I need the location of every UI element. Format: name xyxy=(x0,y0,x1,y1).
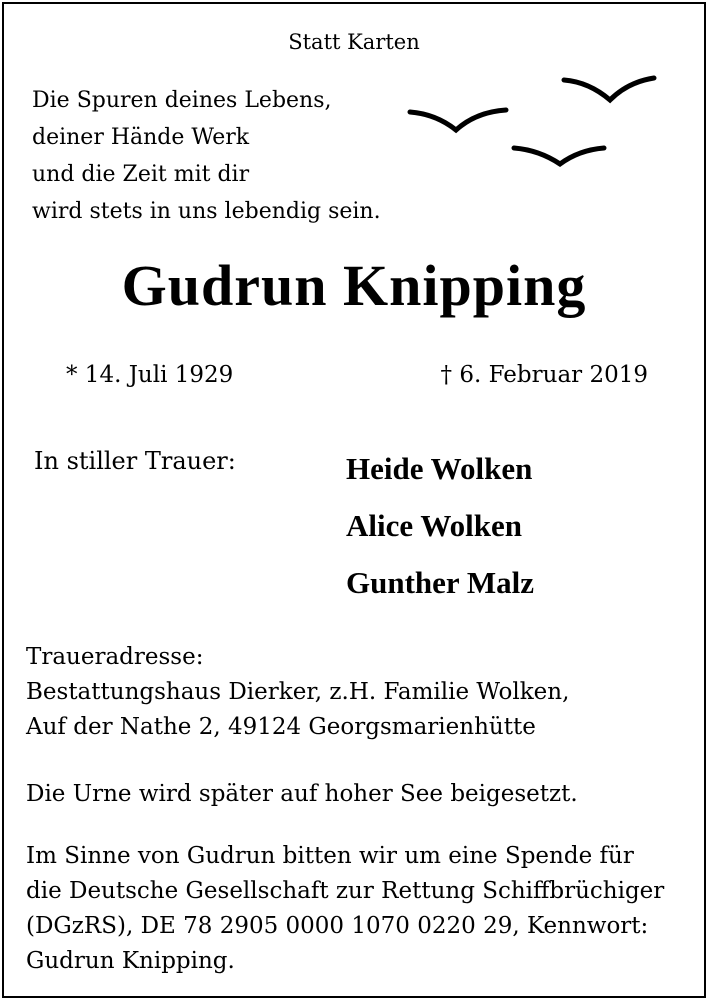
donation-line: die Deutsche Gesellschaft zur Rettung Schiffbrüchiger xyxy=(26,878,665,904)
seagull-icon xyxy=(564,78,654,100)
address-line: Auf der Nathe 2, 49124 Georgsmarienhütte xyxy=(26,714,536,740)
poem-line: deiner Hände Werk xyxy=(32,125,250,150)
mourner-name: Heide Wolken xyxy=(346,451,533,486)
mourners-list xyxy=(346,440,534,611)
header-statt-karten: Statt Karten xyxy=(288,30,420,54)
seagulls-icon xyxy=(404,64,664,184)
seagull-icon xyxy=(410,110,506,130)
urn-note: Die Urne wird später auf hoher See beigesetzt. xyxy=(26,781,578,807)
poem xyxy=(32,82,381,230)
obituary-card xyxy=(2,2,706,998)
donation-line: (DGzRS), DE 78 2905 0000 1070 0220 29, Kennwort: xyxy=(26,913,649,939)
donation-line: Gudrun Knipping. xyxy=(26,948,235,974)
donation-request xyxy=(26,839,664,979)
mourning-label: In stiller Trauer: xyxy=(34,447,236,475)
poem-line: wird stets in uns lebendig sein. xyxy=(32,199,381,224)
poem-line: und die Zeit mit dir xyxy=(32,162,250,187)
mourner-name: Alice Wolken xyxy=(346,508,522,543)
mourner-name: Gunther Malz xyxy=(346,565,534,600)
poem-line: Die Spuren deines Lebens, xyxy=(32,88,332,113)
donation-line: Im Sinne von Gudrun bitten wir um eine Spende für xyxy=(26,843,634,869)
birth-date: * 14. Juli 1929 xyxy=(66,362,234,388)
seagull-icon xyxy=(514,148,604,164)
address-line: Bestattungshaus Dierker, z.H. Familie Wolken, xyxy=(26,679,570,705)
mourning-address xyxy=(26,640,569,745)
address-line: Traueradresse: xyxy=(26,644,204,670)
deceased-name: Gudrun Knipping xyxy=(121,253,587,318)
death-date: † 6. Februar 2019 xyxy=(440,362,648,388)
